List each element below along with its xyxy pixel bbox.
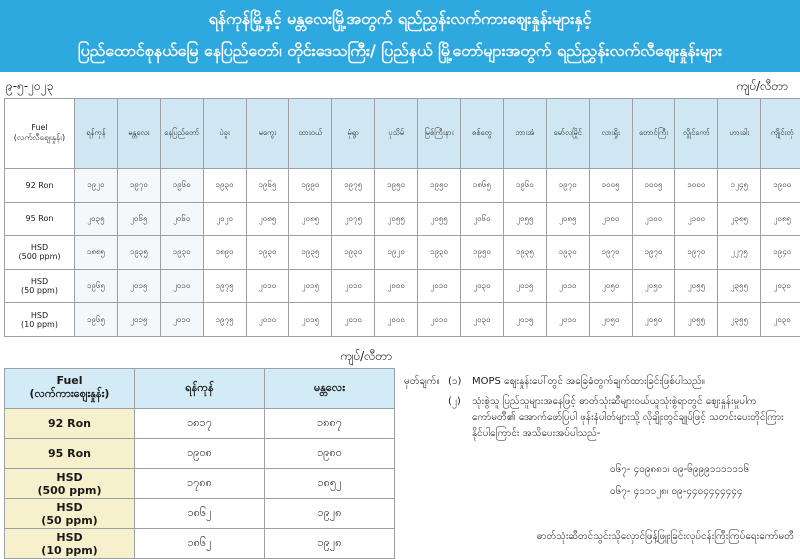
price-cell: ၁၉၅၀ <box>418 169 461 203</box>
price-cell: ၂၀၁၅ <box>289 303 332 337</box>
unit-label-mid: ကျပ်/လီတာ <box>340 348 392 366</box>
table-row <box>5 169 800 203</box>
price-cell: ၂၀၅၀ <box>632 303 675 337</box>
committee-name: ဓာတ်သုံးဆီတင်သွင်းသိုလှောင်ဖြန့်ဖြူးခြင်းလုပ်ငန်းကြီးကြပ်ရေးကော်မတီ <box>537 529 794 544</box>
price-cell: ၁၈၅၂ <box>265 469 395 499</box>
fuel-type-cell <box>5 303 75 337</box>
note-number-2: (၂) <box>448 394 461 410</box>
price-cell: ၁၈၁၇ <box>135 409 265 439</box>
price-cell: ၂၀၈၅ <box>761 202 800 236</box>
price-cell: ၁၈၈၇ <box>265 409 395 439</box>
price-cell: ၁၈၆၂ <box>135 529 265 559</box>
price-cell: ၁၀၀၅ <box>589 169 632 203</box>
note-number-1: (၁) <box>448 374 461 390</box>
city-header: မော်လမြိုင် <box>546 99 589 169</box>
fuel-type-cell <box>5 236 75 270</box>
price-cell: ၁၉၇၀ <box>632 236 675 270</box>
price-cell: ၂၀၅၅ <box>675 303 718 337</box>
price-cell: ၂၁၀၀ <box>632 202 675 236</box>
price-cell: ၁၉၉၀ <box>289 169 332 203</box>
fuel-type-label: 92 Ron <box>48 417 91 430</box>
price-cell: ၁၉၇၅ <box>332 169 375 203</box>
price-cell: ၂၀၆၅ <box>117 202 160 236</box>
fuel-type-cell <box>5 469 135 499</box>
retail-fuel-header <box>5 99 75 169</box>
unit-label-top: ကျပ်/လီတာ <box>736 78 788 96</box>
price-cell: ၁၉၆၅ <box>246 169 289 203</box>
city-header: မုံရွာ <box>332 99 375 169</box>
price-cell: ၂၀၃၀ <box>461 269 504 303</box>
notes-section <box>404 374 794 446</box>
retail-fuel-header-line2: (လက်လီဈေးနှုန်း) <box>14 133 65 142</box>
price-cell: ၂၃၅၅ <box>718 303 761 337</box>
city-header: မကွေး <box>246 99 289 169</box>
price-cell: ၂၀၂၀ <box>203 202 246 236</box>
price-cell: ၁၈၉၀ <box>203 236 246 270</box>
banner-title-line1: ရန်ကုန်မြို့နှင့် မန္တလေးမြို့အတွက် ရည်ညွှန်းလက်ကားဈေးနှုန်းများနှင့် <box>0 8 800 32</box>
price-cell: ၁၉၇၀ <box>589 236 632 270</box>
city-header: ဘားအံ <box>503 99 546 169</box>
table-row <box>5 409 395 439</box>
city-header: ကျိုင်းတုံ <box>761 99 800 169</box>
price-cell: ၂၀၅၅ <box>375 202 418 236</box>
wholesale-fuel-header-line1: Fuel <box>56 374 82 387</box>
price-cell: ၁၉၃၅ <box>503 236 546 270</box>
price-cell: ၁၉၇၀ <box>546 169 589 203</box>
note-item-2 <box>404 394 794 442</box>
fuel-type-label: HSD <box>31 311 48 320</box>
city-header: တောင်ကြီး <box>632 99 675 169</box>
fuel-type-label: (50 ppm) <box>21 286 58 295</box>
price-cell: ၂၀၁၀ <box>332 269 375 303</box>
price-cell: ၁၉၂၈ <box>265 499 395 529</box>
wholesale-col-yangon: ရန်ကုန် <box>135 369 265 409</box>
price-cell: ၂၀၅၀ <box>589 269 632 303</box>
price-cell: ၁၂၄၅ <box>718 169 761 203</box>
fuel-type-cell <box>5 202 75 236</box>
city-header: ထားဝယ် <box>289 99 332 169</box>
price-cell: ၁၈၆၅ <box>461 169 504 203</box>
price-cell: ၂၀၈၅ <box>289 202 332 236</box>
price-cell: ၂၀၈၅ <box>546 202 589 236</box>
price-cell: ၂၀၁၅ <box>503 269 546 303</box>
price-cell: ၂၃၅၅ <box>718 269 761 303</box>
wholesale-col-mandalay: မန္တလေး <box>265 369 395 409</box>
price-cell: ၁၉၃၅ <box>289 236 332 270</box>
price-cell: ၁၉၇၅ <box>203 269 246 303</box>
price-cell: ၁၉၇၀ <box>117 169 160 203</box>
table-row <box>5 499 395 529</box>
fuel-type-label: HSD <box>31 243 48 252</box>
fuel-type-cell <box>5 499 135 529</box>
fuel-type-label: 95 Ron <box>48 447 91 460</box>
fuel-type-label: HSD <box>56 471 82 484</box>
price-cell: ၂၀၁၀ <box>160 269 203 303</box>
price-cell: ၁၉၆၀ <box>503 169 546 203</box>
city-header: ရန်ကုန် <box>75 99 118 169</box>
price-cell: ၂၀၆၀ <box>160 202 203 236</box>
price-cell: ၁၉၃၀ <box>160 236 203 270</box>
price-cell: ၂၀၁၅ <box>117 269 160 303</box>
price-cell: ၂၀၁၀ <box>418 269 461 303</box>
price-cell: ၂၀၅၅ <box>418 202 461 236</box>
wholesale-fuel-header <box>5 369 135 409</box>
price-cell: ၂၀၅၀ <box>632 269 675 303</box>
price-cell: ၂၀၁၀ <box>546 269 589 303</box>
price-cell: ၂၀၇၅ <box>332 202 375 236</box>
price-cell: ၂၀၁၅ <box>117 303 160 337</box>
price-cell: ၂၀၁၀ <box>546 303 589 337</box>
note-text-1: MOPS ဈေးနှုန်းပေါ်တွင် အခြေခံတွက်ချက်ထားခြင်းဖြစ်ပါသည်။ <box>472 374 794 390</box>
price-cell: ၂၀၀၀ <box>375 269 418 303</box>
fuel-type-cell <box>5 529 135 559</box>
table-row <box>5 202 800 236</box>
price-cell: ၂၀၁၀ <box>246 303 289 337</box>
price-cell: ၁၈၆၂ <box>135 499 265 529</box>
price-cell: ၁၉၆၀ <box>160 169 203 203</box>
price-cell: ၂၀၁၀ <box>418 303 461 337</box>
note-item-1 <box>404 374 794 390</box>
price-cell: ၂၁၀၀ <box>675 202 718 236</box>
wholesale-fuel-header-line2: (လက်ကားဈေးနှုန်း) <box>30 387 110 400</box>
notes-label: မှတ်ချက်။ <box>404 374 439 390</box>
price-cell: ၁၉၀၈ <box>135 439 265 469</box>
city-header: ပဲခူး <box>203 99 246 169</box>
price-cell: ၁၉၈၀ <box>265 439 395 469</box>
price-cell: ၂၃၈၅ <box>718 202 761 236</box>
price-cell: ၁၉၃၅ <box>117 236 160 270</box>
city-header: ပုသိမ် <box>375 99 418 169</box>
phone-line-1: ၀၆၇- ၄၀၉၈၈၁၊ ၀၉-၆၉၉၉၁၁၁၁၁၁၆ <box>610 462 749 477</box>
price-cell: ၂၀၁၀ <box>160 303 203 337</box>
city-header: လွိုင်ကော် <box>675 99 718 169</box>
city-header: လားရှိုး <box>589 99 632 169</box>
fuel-type-cell <box>5 439 135 469</box>
price-cell: ၂၁၀၀ <box>589 202 632 236</box>
fuel-type-label: HSD <box>56 501 82 514</box>
table-row <box>5 439 395 469</box>
price-cell: ၂၀၈၅ <box>246 202 289 236</box>
price-cell: ၁၉၀၀ <box>761 169 800 203</box>
fuel-type-label: (10 ppm) <box>41 544 97 557</box>
price-cell: ၁၉၄၀ <box>761 236 800 270</box>
price-cell: ၂၀၅၅ <box>675 269 718 303</box>
fuel-type-label: (500 ppm) <box>18 252 60 261</box>
table-row <box>5 469 395 499</box>
table-row <box>5 269 800 303</box>
fuel-type-label: (500 ppm) <box>37 484 101 497</box>
price-cell: ၁၉၂၀ <box>375 236 418 270</box>
price-cell: ၁၈၈၅ <box>75 236 118 270</box>
retail-price-table <box>4 98 800 337</box>
price-cell: ၁၉၇၀ <box>675 236 718 270</box>
price-cell: ၁၉၃၀ <box>203 169 246 203</box>
price-cell: ၂၀၁၀ <box>246 269 289 303</box>
note-text-2: သုံးစွဲသူ ပြည်သူများအနေဖြင့် ဓာတ်သုံးဆီများဝယ်ယူသုံးစွဲရာတွင် ဈေးနှုန်းမှုပါက ကော်မတီ၏ အောက်ဖော်ပြပါ ဖုန်းနံပါတ်များသို့ လိုချိုးတွင်ချုပ်ဖြင့် သတင်းပေးတိုင်ကြား နိုင်ပါကြောင်း အသိပေးအပ်ပါသည်- <box>472 394 794 442</box>
fuel-type-cell <box>5 169 75 203</box>
fuel-type-label: 92 Ron <box>26 181 54 190</box>
city-header: မြစ်ကြီးနား <box>418 99 461 169</box>
fuel-type-label: (50 ppm) <box>41 514 97 527</box>
price-cell: ၁၉၃၀ <box>332 236 375 270</box>
city-header: ဟားခါး <box>718 99 761 169</box>
price-cell: ၁၉၂၀ <box>75 169 118 203</box>
table-row <box>5 236 800 270</box>
fuel-type-label: HSD <box>31 277 48 286</box>
price-cell: ၁၀၀၀ <box>675 169 718 203</box>
price-cell: ၂၀၃၀ <box>761 303 800 337</box>
fuel-type-label: HSD <box>56 531 82 544</box>
city-header: စစ်တွေ <box>461 99 504 169</box>
price-cell: ၂၀၁၀ <box>332 303 375 337</box>
price-cell: ၁၀၀၅ <box>632 169 675 203</box>
price-cell: ၁၉၃၀ <box>418 236 461 270</box>
price-cell: ၂၀၃၅ <box>75 202 118 236</box>
price-cell: ၁၉၃၀ <box>246 236 289 270</box>
price-cell: ၂၀၅၀ <box>589 303 632 337</box>
price-cell: ၂၀၅၅ <box>503 202 546 236</box>
price-cell: ၁၉၅၀ <box>375 169 418 203</box>
price-cell: ၂၂၇၅ <box>718 236 761 270</box>
price-cell: ၁၉၅၀ <box>461 236 504 270</box>
wholesale-price-table <box>4 368 395 559</box>
price-cell: ၂၀၀၀ <box>375 303 418 337</box>
fuel-type-label: (10 ppm) <box>21 320 58 329</box>
header-banner <box>0 0 800 72</box>
fuel-type-cell <box>5 409 135 439</box>
table-row <box>5 529 395 559</box>
price-cell: ၁၉၂၈ <box>265 529 395 559</box>
price-cell: ၂၀၃၀ <box>761 269 800 303</box>
price-cell: ၁၉၃၀ <box>546 236 589 270</box>
banner-title-line2: ပြည်ထောင်စုနယ်မြေ နေပြည်တော်၊ တိုင်းဒေသကြီး/ ပြည်နယ် မြို့တော်များအတွက် ရည်ညွှန်းလက်လီဈေးနှုန်းများ <box>0 40 800 64</box>
phone-line-2: ၀၆၇- ၄၁၁၁၂၈၊ ၀၉-၄၄၀၄၄၄၄၄၄၄ <box>610 484 743 499</box>
price-cell: ၁၉၇၅ <box>203 303 246 337</box>
fuel-type-cell <box>5 269 75 303</box>
price-cell: ၂၀၁၅ <box>289 269 332 303</box>
retail-fuel-header-line1: Fuel <box>31 123 47 132</box>
city-header: မန္တလေး <box>117 99 160 169</box>
price-cell: ၂၀၆၀ <box>461 202 504 236</box>
city-header: နေပြည်တော် <box>160 99 203 169</box>
price-cell: ၁၉၆၅ <box>75 303 118 337</box>
price-cell: ၁၉၆၅ <box>75 269 118 303</box>
price-cell: ၁၇၈၈ <box>135 469 265 499</box>
price-cell: ၂၀၃၀ <box>461 303 504 337</box>
price-cell: ၂၀၁၅ <box>503 303 546 337</box>
fuel-type-label: 95 Ron <box>26 214 54 223</box>
date-label: ၉-၅-၂၀၂၃ <box>6 78 53 96</box>
table-row <box>5 303 800 337</box>
